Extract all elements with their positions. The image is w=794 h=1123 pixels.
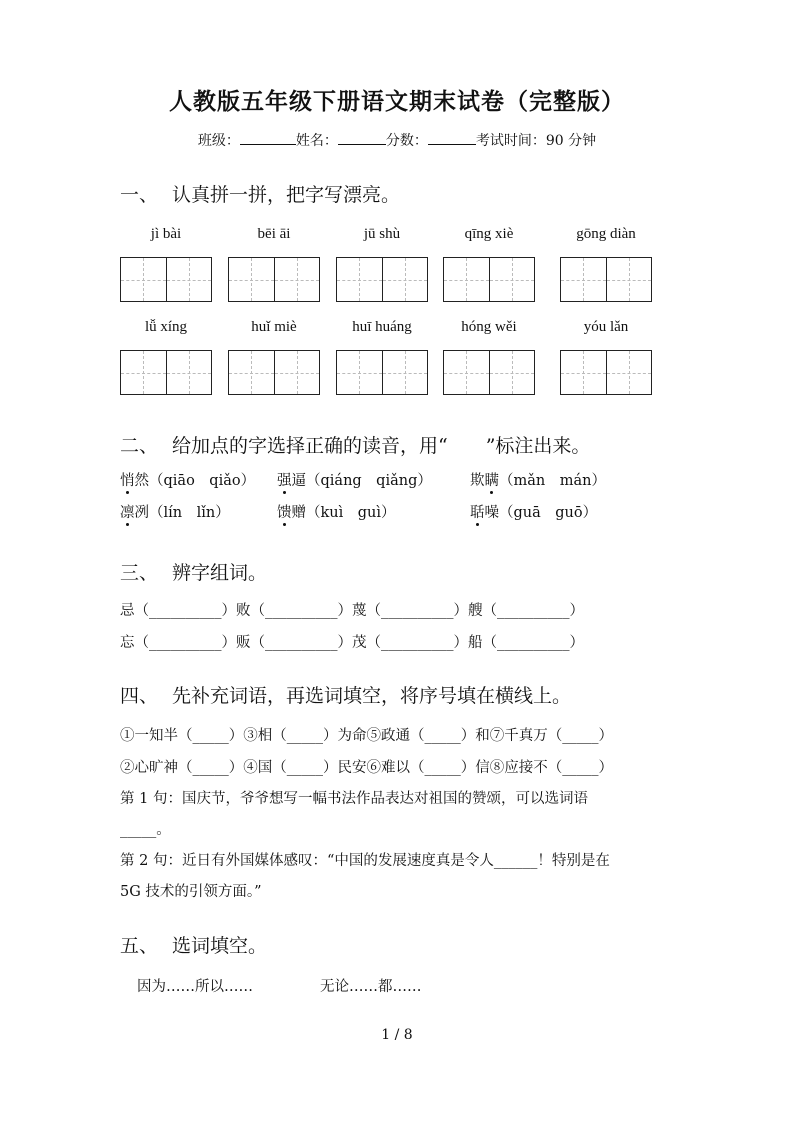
writing-grid[interactable]	[120, 350, 212, 395]
dotted-char: 强	[277, 473, 292, 489]
pinyin-label: bēi āi	[257, 226, 291, 242]
reading-item: 悄然（qiāo qiǎo）	[120, 473, 256, 489]
reading-item: 馈赠（kuì guì）	[277, 505, 396, 521]
writing-grid[interactable]	[228, 257, 320, 302]
pinyin-label: lǚ xíng	[144, 319, 188, 335]
dotted-char: 凛	[120, 505, 135, 521]
section-title: 给加点的字选择正确的读音，用“ ”标注出来。	[172, 435, 591, 457]
writing-grid[interactable]	[120, 257, 212, 302]
reading-item: 聒噪（guā guō）	[470, 505, 598, 521]
name-label: 姓名：	[295, 133, 338, 149]
section-title: 选词填空。	[172, 935, 268, 957]
pinyin-label: huī huáng	[352, 319, 412, 335]
dotted-char: 瞒	[484, 473, 499, 489]
page-number: 1 / 8	[381, 1027, 413, 1043]
writing-grid[interactable]	[443, 350, 535, 395]
section-1-heading	[120, 180, 400, 207]
idiom-row[interactable]: ②心旷神（_____）④国（_____）民安⑥难以（_____）信⑧应接不（_____）	[120, 760, 613, 776]
reading-item: 强逼（qiáng qiǎng）	[277, 473, 432, 489]
section-number: 二、	[120, 435, 159, 457]
section-number: 五、	[120, 935, 159, 957]
question-2-cont: 5G 技术的引领方面。”	[120, 884, 262, 900]
word-group-row[interactable]: 忘（__________）贩（__________）茂（__________）船（__________）	[120, 635, 584, 651]
page-title: 人教版五年级下册语文期末试卷（完整版）	[169, 88, 625, 115]
dotted-char: 聒	[470, 505, 485, 521]
score-label: 分数：	[385, 133, 428, 149]
pinyin-label: jì bài	[150, 226, 182, 242]
writing-grid[interactable]	[228, 350, 320, 395]
section-4-heading	[120, 681, 571, 708]
student-info-line	[0, 130, 794, 150]
reading-item: 欺瞒（mǎn mán）	[470, 473, 606, 489]
dotted-char: 馈	[277, 505, 292, 521]
time-label: 考试时间：90 分钟	[475, 133, 597, 149]
writing-grid[interactable]	[336, 257, 428, 302]
pinyin-label: huǐ miè	[251, 319, 297, 335]
score-blank[interactable]	[428, 130, 476, 145]
writing-grid[interactable]	[336, 350, 428, 395]
class-label: 班级：	[197, 133, 240, 149]
writing-grid[interactable]	[560, 257, 652, 302]
section-title: 认真拼一拼，把字写漂亮。	[172, 184, 401, 206]
section-number: 四、	[120, 685, 159, 707]
pinyin-label: gōng diàn	[576, 226, 636, 242]
class-blank[interactable]	[240, 130, 296, 145]
writing-grid[interactable]	[443, 257, 535, 302]
question-1: 第 1 句：国庆节，爷爷想写一幅书法作品表达对祖国的赞颂，可以选词语	[120, 791, 588, 807]
section-2-heading	[120, 431, 590, 458]
section-number: 一、	[120, 184, 159, 206]
question-2: 第 2 句：近日有外国媒体感叹：“中国的发展速度真是令人______！特别是在	[120, 853, 610, 869]
section-number: 三、	[120, 562, 159, 584]
name-blank[interactable]	[338, 130, 386, 145]
word-option: 无论……都……	[320, 979, 422, 995]
pinyin-label: yóu lǎn	[583, 319, 629, 335]
section-title: 先补充词语，再选词填空，将序号填在横线上。	[172, 685, 572, 707]
section-title: 辨字组词。	[172, 562, 268, 584]
word-group-row[interactable]: 忌（__________）败（__________）蔑（__________）艘（__________）	[120, 603, 584, 619]
writing-grid[interactable]	[560, 350, 652, 395]
word-option: 因为……所以……	[137, 979, 253, 995]
question-1-blank[interactable]: _____。	[120, 822, 171, 838]
pinyin-label: jū shù	[363, 226, 401, 242]
pinyin-label: hóng wěi	[461, 319, 517, 335]
reading-item: 凛冽（lín lǐn）	[120, 505, 230, 521]
pinyin-label: qīng xiè	[464, 226, 514, 242]
section-3-heading	[120, 558, 267, 585]
section-5-heading	[120, 931, 267, 958]
idiom-row[interactable]: ①一知半（_____）③相（_____）为命⑤政通（_____）和⑦千真万（_____）	[120, 728, 613, 744]
dotted-char: 悄	[120, 473, 135, 489]
